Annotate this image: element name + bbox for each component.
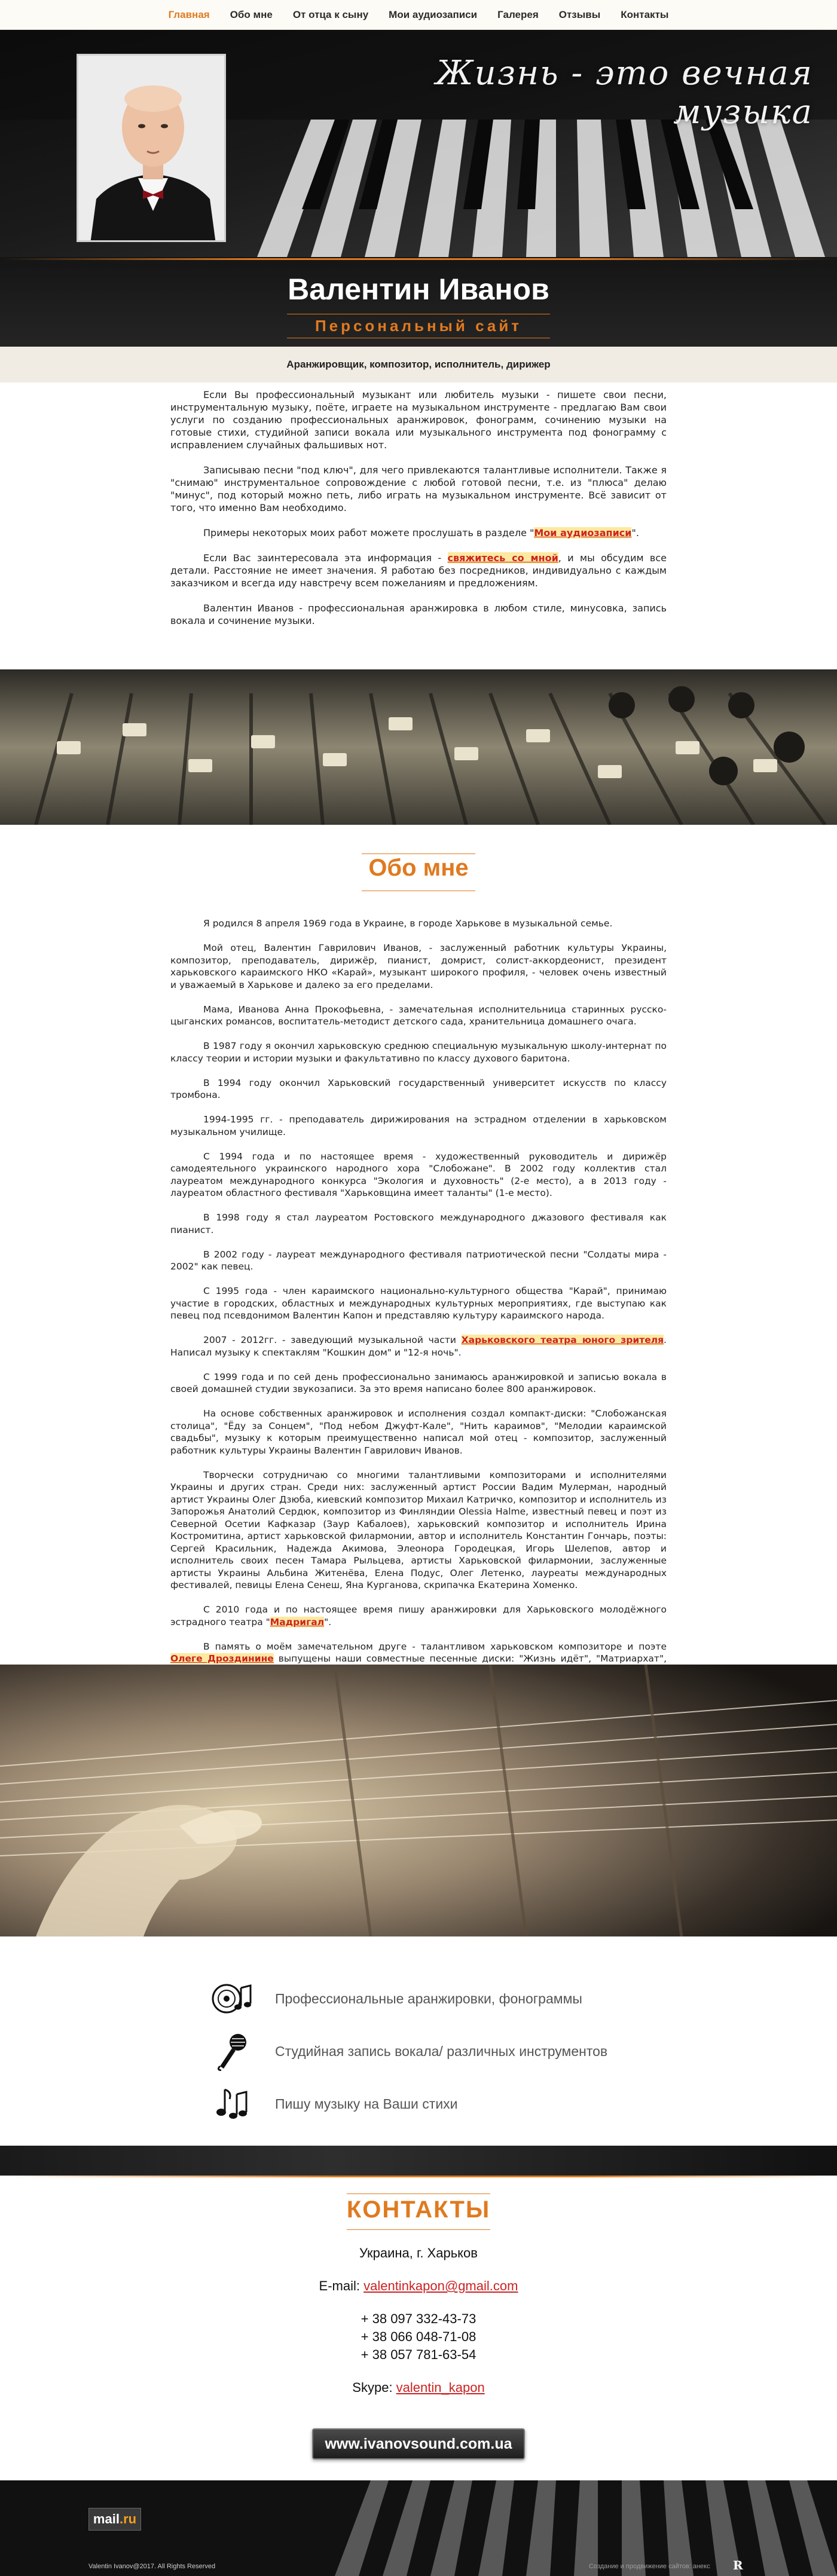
intro-paragraph	[170, 552, 667, 589]
about-title-line-top	[362, 853, 475, 854]
contact-skype-row	[0, 2379, 837, 2397]
contact-phone: + 38 057 781-63-54	[361, 2347, 476, 2362]
guitar-banner	[0, 1665, 837, 1936]
spacer	[0, 2295, 837, 2310]
nav-item-home[interactable]: Главная	[168, 8, 210, 20]
portrait-photo	[77, 54, 226, 242]
about-paragraph: Мой отец, Валентин Гаврилович Иванов, - заслуженный работник культуры Украины, композитор, преподаватель, дирижёр, пианист, домрист, солист-аккордеонист, президент харьковского караимского НКО «Карай», музыкант широкого профиля, - человек очень известный и уважаемый в Харькове и далеко за его пределами.	[170, 943, 667, 990]
copyright: Valentin Ivanov@2017. All Rights Reserved	[88, 2563, 216, 2570]
mailru-text: mail	[93, 2511, 120, 2526]
spacer	[0, 2262, 837, 2277]
about-paragraph: 1994-1995 гг. - преподаватель дирижирования на эстрадном отделении в харьковском музыкальном училище.	[170, 1114, 667, 1137]
hero-name: Валентин Иванов	[288, 273, 549, 306]
contacts-block	[0, 2244, 837, 2397]
footer	[0, 2480, 837, 2576]
intro-text	[170, 388, 667, 640]
website-button[interactable]: www.ivanovsound.com.ua	[312, 2428, 525, 2459]
mailru-counter[interactable]	[88, 2508, 141, 2531]
service-item	[209, 2025, 628, 2078]
about-paragraph	[170, 1604, 667, 1628]
about-paragraph: С 1999 года и по сей день профессионально занимаюсь аранжировкой и записью вокала в своей домашней студии звукозаписи. За это время написано более 800 аранжировок.	[170, 1371, 667, 1394]
intro-paragraph	[170, 527, 667, 539]
text-fragment: , и мы обсудим все детали. Расстояние не имеет значения. Я работаю без посредников, индивидуально с каждым заказчиком и всегда иду навстречу всем пожеланиям и предложениям.	[170, 552, 667, 589]
text-fragment: . Написал музыку к спектаклям "Кошкин дом" и "12-я ночь".	[170, 1335, 667, 1358]
email-label: E-mail:	[319, 2278, 364, 2293]
about-paragraph: Творчески сотрудничаю со многими талантливыми композиторами и исполнителями Украины и других стран. Среди них: заслуженный артист России Вадим Мулерман, народный артист Украины Олег Дзюба, киевский композитор Михаил Катричко, композитор и исполнитель из Запорожья Анатолий Сердюк, композитор из Финляндии Olessia Halme, известный певец и поэт из Северной Осетии Кафказар (Заур Кабалоев), харьковский композитор и исполнитель Ирина Костромитина, артист харьковской филармонии, автор и исполнитель Константин Гончарь, поэты: Сергей Красильник, Надежда Акимова, Элеонора Городецкая, Игорь Шелепов, автор и исполнитель своих песен Тамара Рыльцева, артисты Харьковской филармонии, заслуженные артисты Украины Альбина Житенёва, Елена Подус, Олег Летенко, лауреаты международных фестивалей, певицы Елена Сенеш, Яна Курганова, скрипачка Екатерина Хоменко.	[170, 1469, 667, 1590]
hero-slogan: Жизнь - это вечная музыка	[435, 54, 813, 131]
service-label: Студийная запись вокала/ различных инструментов	[275, 2043, 608, 2059]
hero-subtitle: Персональный сайт	[314, 317, 523, 335]
top-navigation	[0, 0, 837, 30]
about-paragraph: В 1998 году я стал лауреатом Ростовского международного джазового фестиваля как пианист.	[170, 1212, 667, 1235]
nav-item-reviews[interactable]: Отзывы	[558, 8, 601, 20]
text-fragment: Примеры некоторых моих работ можете прослушать в разделе "	[203, 527, 534, 539]
skype-link[interactable]: valentin_kapon	[396, 2380, 485, 2395]
mailru-accent: .ru	[119, 2511, 137, 2526]
text-fragment: ".	[631, 527, 639, 539]
spacer	[0, 2364, 837, 2379]
contact-email-row	[0, 2277, 837, 2295]
about-paragraph: С 1994 года и по настоящее время - художественный руководитель и дирижёр самодеятельного украинского народного хора "Слобожане". В 2002 году коллектив стал лауреатом международного конкурса "Экология и духовность" (2-е место), а в 2013 году - лауреатом областного фестиваля "Харьковщина имеет таланты" (1-е место).	[170, 1151, 667, 1198]
drozdinin-link[interactable]: Олеге Дроздинине	[170, 1653, 274, 1664]
intro-paragraph: Записываю песни "под ключ", для чего привлекаются талантливые исполнители. Также я "снимаю" инструментальное сопровождение с любой готовой песни, т.е. из "плюса" делаю "минус", под который можно петь, либо играть на музыкальном инструменте. Всё зависит от того, что именно Вам необходимо.	[170, 464, 667, 513]
contact-city: Украина, г. Харьков	[359, 2245, 478, 2260]
text-fragment: ".	[324, 1616, 332, 1627]
mixer-console-image	[0, 669, 837, 825]
about-paragraph: Мама, Иванова Анна Прокофьевна, - замечательная исполнительница старинных русско-цыганских романсов, воспитатель-методист детского сада, хранительница домашнего очага.	[170, 1004, 667, 1027]
music-notes-icon	[209, 2083, 254, 2125]
contacts-divider-strip	[0, 2146, 837, 2176]
theatre-link[interactable]: Харьковского театра юного зрителя	[461, 1335, 664, 1345]
developer-logo[interactable]: R	[733, 2558, 743, 2572]
service-label: Пишу музыку на Ваши стихи	[275, 2095, 458, 2112]
nav-item-about[interactable]: Обо мне	[230, 8, 273, 20]
email-link[interactable]: valentinkapon@gmail.com	[363, 2278, 518, 2293]
hero-header	[0, 30, 837, 383]
portrait-illustration	[78, 56, 226, 242]
about-title: Обо мне	[368, 855, 469, 881]
hero-subtitle-frame	[287, 314, 550, 338]
service-label: Профессиональные аранжировки, фонограммы	[275, 1990, 582, 2006]
about-paragraph: В 1994 году окончил Харьковский государственный университет искусств по классу тромбона.	[170, 1077, 667, 1100]
text-fragment: В память о моём замечательном друге - талантливом харьковском композиторе и поэте	[203, 1641, 667, 1652]
hero-divider	[0, 258, 837, 260]
text-fragment: выпущены наши совместные песенные диски: "Жизнь идёт", "Матриархат",	[278, 1653, 667, 1664]
developer-credit[interactable]: Создание и продвижение сайтов: анекс	[589, 2563, 710, 2570]
contacts-title-line-top	[347, 2193, 490, 2194]
about-paragraph: Я родился 8 апреля 1969 года в Украине, в городе Харькове в музыкальной семье.	[203, 918, 613, 929]
about-text	[170, 917, 667, 1690]
about-paragraph: В 1987 году я окончил харьковскую среднюю специальную музыкальную школу-интернат по классу теории и истории музыки и факультативно по классу духового баритона.	[170, 1041, 667, 1064]
text-fragment: 2007 - 2012гг. - заведующий музыкальной части	[203, 1335, 462, 1345]
services-list	[209, 1972, 628, 2130]
contacts-title: КОНТАКТЫ	[346, 2196, 491, 2223]
about-paragraph	[170, 1334, 667, 1359]
guitar-image	[0, 1665, 837, 1936]
contacts-title-line-bottom	[347, 2229, 490, 2230]
madrigal-link[interactable]: Мадригал	[270, 1616, 325, 1627]
microphone-icon	[209, 2030, 254, 2072]
contact-phone: + 38 097 332-43-73	[361, 2311, 476, 2326]
audio-link[interactable]: Мои аудиозаписи	[534, 527, 632, 539]
intro-paragraph: Валентин Иванов - профессиональная аранжировка в любом стиле, минусовка, запись вокала и сочинение музыки.	[170, 602, 667, 626]
about-paragraph: В 2002 году - лауреат международного фестиваля патриотической песни "Солдаты мира - 2002" как певец.	[170, 1249, 667, 1272]
nav-item-contacts[interactable]: Контакты	[621, 8, 669, 20]
hero-role: Аранжировщик, композитор, исполнитель, дирижер	[0, 347, 837, 383]
service-item	[209, 1972, 628, 2025]
text-fragment: С 2010 года и по настоящее время пишу аранжировки для Харьковского молодёжного эстрадного театра "	[170, 1604, 667, 1627]
nav-item-father-to-son[interactable]: От отца к сыну	[292, 8, 369, 20]
contact-phone: + 38 066 048-71-08	[361, 2329, 476, 2344]
about-paragraph: С 1995 года - член караимского национально-культурного общества "Карай", принимаю участие в городских, областных и международных культурных мероприятиях, где выступаю как певец под псевдонимом Валентин Капон и представляю культуру караимского народа.	[170, 1286, 667, 1321]
service-item	[209, 2078, 628, 2130]
nav-item-gallery[interactable]: Галерея	[497, 8, 539, 20]
about-paragraph: На основе собственных аранжировок и исполнения создал компакт-диски: "Слобожанская столица", "Ёду за Сонцем", "Под небом Джуфт-Кале", "Нить караимов", "Мелодии караимской свадьбы", музыку к которым преимущественно написал мой отец - композитор, заслуженный работник культуры Украины Валентин Гаврилович Иванов.	[170, 1408, 667, 1456]
intro-paragraph: Если Вы профессиональный музыкант или любитель музыки - пишете свои песни, инструментальную музыку, поёте, играете на музыкальном инструменте - предлагаю Вам свои услуги по созданию профессиональных аранжировок, фонограмм, сочинению музыки на готовые стихи, студийной записи вокала или музыкального инструмента под фонограмму с исправлением случайных фальшивых нот.	[170, 389, 667, 451]
mixer-banner	[0, 669, 837, 825]
contact-me-link[interactable]: свяжитесь со мной	[447, 552, 558, 564]
nav-item-audio[interactable]: Мои аудиозаписи	[389, 8, 478, 20]
cd-music-icon	[209, 1978, 254, 2020]
skype-label: Skype:	[352, 2380, 396, 2395]
text-fragment: Если Вас заинтересовала эта информация -	[203, 552, 448, 564]
